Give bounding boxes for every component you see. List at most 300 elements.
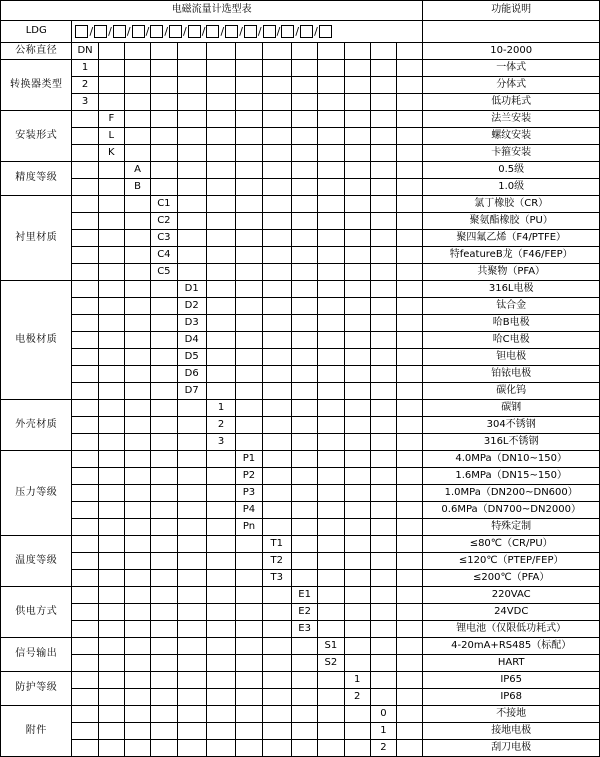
empty-cell [72,213,98,230]
empty-cell [262,400,291,417]
empty-cell [124,43,150,60]
empty-cell [236,77,262,94]
description-cell: IP65 [423,672,600,689]
table-row [1,689,600,706]
empty-cell [124,621,150,638]
code-cell: 1 [72,60,98,77]
empty-cell [98,502,124,519]
empty-cell [370,264,396,281]
empty-cell [318,621,344,638]
empty-cell [177,213,206,230]
empty-cell [262,366,291,383]
empty-cell [151,60,177,77]
description-cell: 316L电极 [423,281,600,298]
empty-cell [206,689,235,706]
empty-cell [151,638,177,655]
model-slot [169,25,182,38]
empty-cell [262,94,291,111]
empty-cell [72,247,98,264]
description-cell: 4.0MPa（DN10~150） [423,451,600,468]
empty-cell [124,264,150,281]
empty-cell [318,145,344,162]
empty-cell [236,587,262,604]
code-cell: C1 [151,196,177,213]
empty-cell [124,77,150,94]
empty-cell [291,60,317,77]
empty-cell [318,128,344,145]
empty-cell [151,145,177,162]
empty-cell [124,213,150,230]
empty-cell [151,519,177,536]
description-cell: 1.6MPa（DN15~150） [423,468,600,485]
empty-cell [151,383,177,400]
empty-cell [236,128,262,145]
empty-cell [124,247,150,264]
empty-cell [397,94,423,111]
description-cell: 220VAC [423,587,600,604]
empty-cell [206,485,235,502]
empty-cell [98,281,124,298]
empty-cell [291,417,317,434]
code-cell: E3 [291,621,317,638]
empty-cell [236,383,262,400]
empty-cell [236,604,262,621]
code-cell: A [124,162,150,179]
empty-cell [206,570,235,587]
empty-cell [72,502,98,519]
empty-cell [206,179,235,196]
empty-cell [98,519,124,536]
empty-cell [318,213,344,230]
empty-cell [72,230,98,247]
description-cell: 316L不锈钢 [423,434,600,451]
empty-cell [397,128,423,145]
description-cell: 哈C电极 [423,332,600,349]
empty-cell [124,298,150,315]
code-cell: Pn [236,519,262,536]
category-label: 电极材质 [1,281,72,400]
code-cell: D5 [177,349,206,366]
empty-cell [206,77,235,94]
empty-cell [124,434,150,451]
empty-cell [262,315,291,332]
table-row [1,570,600,587]
empty-cell [206,468,235,485]
empty-cell [236,94,262,111]
empty-cell [236,196,262,213]
empty-cell [124,281,150,298]
table-row [1,230,600,247]
empty-cell [124,315,150,332]
model-slot-separator: / [220,24,225,38]
empty-cell [291,553,317,570]
empty-cell [262,485,291,502]
empty-cell [291,332,317,349]
empty-cell [236,553,262,570]
empty-cell [344,434,370,451]
description-cell: 特featureB龙（F46/FEP） [423,247,600,264]
empty-cell [397,332,423,349]
code-cell: D2 [177,298,206,315]
model-slot [75,25,88,38]
empty-cell [291,213,317,230]
empty-cell [98,349,124,366]
empty-cell [177,434,206,451]
description-cell: 卡箍安装 [423,145,600,162]
empty-cell [124,706,150,723]
description-cell: 24VDC [423,604,600,621]
empty-cell [291,638,317,655]
category-label: 附件 [1,706,72,757]
table-row [1,111,600,128]
empty-cell [151,502,177,519]
empty-cell [318,60,344,77]
empty-cell [72,383,98,400]
empty-cell [370,383,396,400]
empty-cell [177,162,206,179]
empty-cell [151,706,177,723]
empty-cell [370,468,396,485]
empty-cell [151,349,177,366]
empty-cell [177,264,206,281]
table-row [1,400,600,417]
empty-cell [291,179,317,196]
empty-cell [151,111,177,128]
empty-cell [124,196,150,213]
model-slot-strip [72,21,423,43]
empty-cell [262,638,291,655]
empty-cell [72,400,98,417]
empty-cell [397,247,423,264]
empty-cell [151,740,177,757]
empty-cell [370,315,396,332]
empty-cell [177,485,206,502]
empty-cell [177,723,206,740]
table-row [1,298,600,315]
empty-cell [344,587,370,604]
table-row [1,740,600,757]
empty-cell [344,604,370,621]
empty-cell [397,60,423,77]
table-row [1,332,600,349]
empty-cell [124,383,150,400]
empty-cell [397,400,423,417]
empty-cell [177,111,206,128]
empty-cell [177,553,206,570]
empty-cell [236,60,262,77]
empty-cell [397,570,423,587]
code-cell: C3 [151,230,177,247]
empty-cell [344,655,370,672]
empty-cell [291,77,317,94]
table-title: 电磁流量计选型表 [1,1,423,21]
empty-cell [151,298,177,315]
code-cell: D3 [177,315,206,332]
empty-cell [72,485,98,502]
empty-cell [72,638,98,655]
empty-cell [318,604,344,621]
description-cell: 1.0MPa（DN200~DN600） [423,485,600,502]
table-row [1,434,600,451]
empty-cell [72,655,98,672]
empty-cell [291,111,317,128]
empty-cell [344,723,370,740]
empty-cell [291,536,317,553]
empty-cell [262,111,291,128]
empty-cell [344,536,370,553]
empty-cell [72,723,98,740]
empty-cell [236,230,262,247]
empty-cell [236,672,262,689]
code-cell: E1 [291,587,317,604]
empty-cell [291,196,317,213]
empty-cell [98,723,124,740]
empty-cell [124,60,150,77]
empty-cell [397,672,423,689]
table-row [1,621,600,638]
model-slot [113,25,126,38]
empty-cell [72,281,98,298]
empty-cell [318,230,344,247]
empty-cell [151,315,177,332]
empty-cell [206,621,235,638]
empty-cell [318,485,344,502]
empty-cell [206,638,235,655]
empty-cell [262,434,291,451]
model-slot [188,25,201,38]
empty-cell [236,366,262,383]
empty-cell [151,128,177,145]
empty-cell [236,740,262,757]
empty-cell [397,145,423,162]
empty-cell [397,706,423,723]
empty-cell [124,94,150,111]
description-cell: 碳钢 [423,400,600,417]
description-cell: 304不锈钢 [423,417,600,434]
empty-cell [98,740,124,757]
empty-cell [262,332,291,349]
empty-cell [318,349,344,366]
empty-cell [318,179,344,196]
empty-cell [236,332,262,349]
empty-cell [370,417,396,434]
empty-cell [177,740,206,757]
empty-cell [344,196,370,213]
empty-cell [344,519,370,536]
empty-cell [177,400,206,417]
empty-cell [206,536,235,553]
description-cell: 铂铱电极 [423,366,600,383]
empty-cell [206,706,235,723]
empty-cell [262,417,291,434]
empty-cell [318,706,344,723]
code-cell: 2 [72,77,98,94]
empty-cell [151,485,177,502]
empty-cell [318,400,344,417]
table-row [1,128,600,145]
empty-cell [344,111,370,128]
description-cell: 氯丁橡胶（CR） [423,196,600,213]
description-cell: 共聚物（PFA） [423,264,600,281]
empty-cell [236,400,262,417]
empty-cell [262,179,291,196]
empty-cell [177,145,206,162]
code-cell: C5 [151,264,177,281]
model-slot [244,25,257,38]
empty-cell [370,196,396,213]
empty-cell [262,230,291,247]
empty-cell [291,145,317,162]
empty-cell [236,162,262,179]
empty-cell [370,332,396,349]
empty-cell [124,145,150,162]
empty-cell [72,332,98,349]
empty-cell [370,502,396,519]
empty-cell [151,536,177,553]
empty-cell [236,264,262,281]
empty-cell [177,689,206,706]
empty-cell [206,162,235,179]
model-slot-separator: / [183,24,187,38]
model-slot-separator: / [257,24,262,38]
empty-cell [72,434,98,451]
empty-cell [291,43,317,60]
empty-cell [262,77,291,94]
empty-cell [262,128,291,145]
description-cell: ≤120℃（PTEP/FEP） [423,553,600,570]
empty-cell [397,553,423,570]
category-label: 外壳材质 [1,400,72,451]
empty-cell [291,468,317,485]
empty-cell [397,162,423,179]
empty-cell [291,706,317,723]
empty-cell [344,128,370,145]
empty-cell [206,196,235,213]
empty-cell [98,162,124,179]
empty-cell [318,94,344,111]
code-cell: 3 [206,434,235,451]
empty-cell [262,706,291,723]
category-label: 衬里材质 [1,196,72,281]
empty-cell [98,689,124,706]
empty-cell [291,740,317,757]
empty-cell [124,723,150,740]
empty-cell [124,332,150,349]
empty-cell [370,451,396,468]
description-cell: 4-20mA+RS485（标配） [423,638,600,655]
description-cell: ≤80℃（CR/PU） [423,536,600,553]
empty-cell [151,468,177,485]
empty-cell [98,264,124,281]
empty-cell [397,383,423,400]
description-cell: 10-2000 [423,43,600,60]
code-cell: C2 [151,213,177,230]
empty-cell [236,315,262,332]
empty-cell [98,77,124,94]
empty-cell [177,672,206,689]
table-row [1,196,600,213]
model-slot [319,25,332,38]
code-cell: S1 [318,638,344,655]
empty-cell [370,519,396,536]
desc-column-header: 功能说明 [423,1,600,21]
empty-cell [397,536,423,553]
empty-cell [291,349,317,366]
empty-cell [236,689,262,706]
empty-cell [98,587,124,604]
empty-cell [397,655,423,672]
empty-cell [318,434,344,451]
model-slot-separator: / [295,24,300,38]
empty-cell [262,162,291,179]
table-row [1,587,600,604]
empty-cell [206,43,235,60]
empty-cell [397,315,423,332]
empty-cell [262,264,291,281]
empty-cell [291,723,317,740]
empty-cell [318,247,344,264]
empty-cell [177,60,206,77]
empty-cell [262,740,291,757]
empty-cell [72,162,98,179]
empty-cell [318,383,344,400]
code-cell: D4 [177,332,206,349]
table-row [1,94,600,111]
empty-cell [344,264,370,281]
empty-cell [206,145,235,162]
empty-cell [72,740,98,757]
empty-cell [177,77,206,94]
code-cell: T2 [262,553,291,570]
empty-cell [370,60,396,77]
empty-cell [397,213,423,230]
empty-cell [177,247,206,264]
description-cell: 一体式 [423,60,600,77]
empty-cell [262,519,291,536]
empty-cell [344,485,370,502]
empty-cell [262,349,291,366]
empty-cell [344,349,370,366]
empty-cell [370,689,396,706]
empty-cell [98,451,124,468]
empty-cell [206,230,235,247]
empty-cell [344,247,370,264]
empty-cell [72,604,98,621]
empty-cell [177,587,206,604]
empty-cell [206,298,235,315]
code-cell: D1 [177,281,206,298]
empty-cell [344,94,370,111]
empty-cell [370,672,396,689]
model-slot [132,25,145,38]
empty-cell [124,417,150,434]
table-row [1,723,600,740]
empty-cell [236,43,262,60]
empty-cell [151,434,177,451]
empty-cell [397,349,423,366]
empty-cell [177,179,206,196]
empty-cell [318,77,344,94]
empty-cell [72,621,98,638]
empty-cell [370,162,396,179]
table-row [1,451,600,468]
empty-cell [124,485,150,502]
empty-cell [98,536,124,553]
empty-cell [124,519,150,536]
empty-cell [344,43,370,60]
empty-cell [236,723,262,740]
empty-cell [344,621,370,638]
